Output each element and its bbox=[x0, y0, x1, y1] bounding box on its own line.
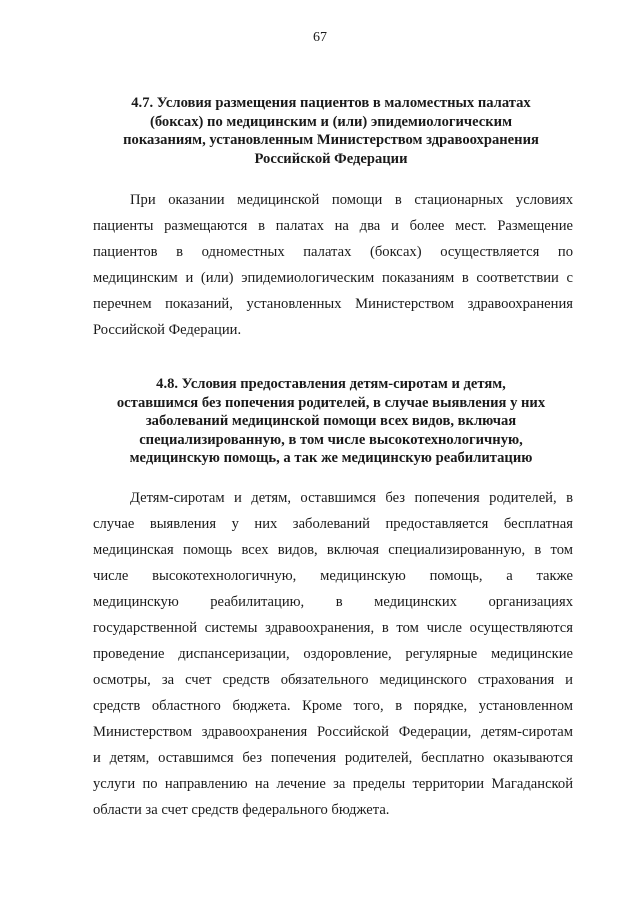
heading-line: Российской Федерации bbox=[254, 150, 408, 167]
paragraph-line: медицинскую реабилитацию, в медицинских организациях bbox=[93, 594, 573, 610]
paragraph-line: медицинская помощь всех видов, включая специализированную, в том bbox=[93, 542, 573, 558]
section-4-7-paragraph bbox=[93, 187, 573, 343]
paragraph-line: проведение диспансеризации, оздоровление, регулярные медицинские bbox=[93, 646, 573, 662]
section-4-8-heading bbox=[98, 375, 564, 468]
heading-line: заболеваний медицинской помощи всех видов, включая bbox=[145, 413, 517, 429]
paragraph-line: медицинским и (или) эпидемиологическим показаниям в соответствии с bbox=[93, 270, 573, 286]
paragraph-line: и детям, оставшимся без попечения родителей, бесплатно оказываются bbox=[93, 750, 573, 766]
heading-line: оставшимся без попечения родителей, в случае выявления у них bbox=[116, 394, 546, 411]
heading-line: показаниям, установленным Министерством здравоохранения bbox=[123, 132, 539, 148]
paragraph-line: Министерством здравоохранения Российской Федерации, детям-сиротам bbox=[93, 724, 573, 740]
paragraph-line: государственной системы здравоохранения, в том числе осуществляются bbox=[93, 620, 573, 636]
paragraph-line: осмотры, за счет средств обязательного медицинского страхования и bbox=[93, 672, 573, 688]
section-4-7-heading bbox=[98, 94, 564, 168]
paragraph-line: числе высокотехнологичную, медицинскую помощь, а также bbox=[93, 568, 573, 584]
heading-line: медицинскую помощь, а так же медицинскую реабилитацию bbox=[129, 450, 533, 466]
heading-line: (боксах) по медицинским и (или) эпидемиологическим bbox=[149, 113, 513, 130]
paragraph-line: пациентов в одноместных палатах (боксах) осуществляется по bbox=[93, 244, 573, 260]
paragraph-line: Детям-сиротам и детям, оставшимся без попечения родителей, в bbox=[130, 490, 573, 506]
heading-line: 4.8. Условия предоставления детям-сиротам и детям, bbox=[156, 376, 506, 392]
paragraph-line: При оказании медицинской помощи в стационарных условиях bbox=[130, 192, 573, 208]
paragraph-line: перечнем показаний, установленных Министерством здравоохранения bbox=[93, 296, 573, 312]
paragraph-line: услуги по направлению на лечение за пределы территории Магаданской bbox=[93, 776, 573, 792]
page-number: 67 bbox=[313, 30, 327, 45]
paragraph-line: средств областного бюджета. Кроме того, в порядке, установленном bbox=[93, 698, 573, 714]
section-4-8-paragraph bbox=[93, 485, 573, 823]
paragraph-line: Российской Федерации. bbox=[93, 322, 242, 338]
heading-line: 4.7. Условия размещения пациентов в маломестных палатах bbox=[131, 95, 531, 111]
paragraph-line: случае выявления у них заболеваний предоставляется бесплатная bbox=[93, 516, 573, 532]
paragraph-line: пациенты размещаются в палатах на два и более мест. Размещение bbox=[93, 218, 573, 234]
heading-line: специализированную, в том числе высокотехнологичную, bbox=[139, 431, 523, 448]
paragraph-line: области за счет средств федерального бюджета. bbox=[93, 802, 390, 818]
